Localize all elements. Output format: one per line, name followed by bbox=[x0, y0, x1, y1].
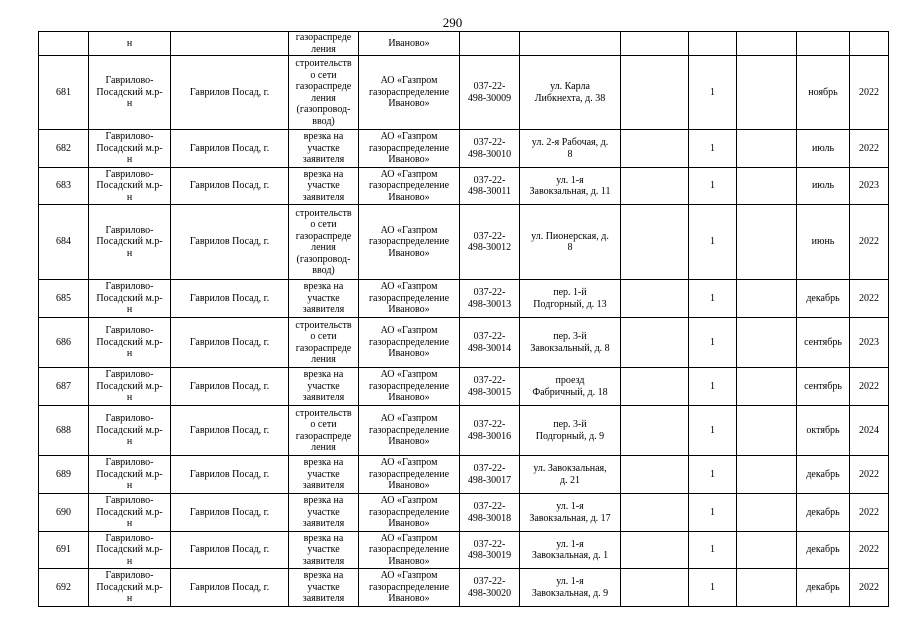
cell-address: ул. 1-я Завокзальная, д. 17 bbox=[520, 494, 621, 532]
cell-locality: Гаврилов Посад, г. bbox=[171, 56, 289, 130]
cell-org: Иваново» bbox=[359, 32, 460, 56]
cell-address: ул. 2-я Рабочая, д. 8 bbox=[520, 130, 621, 168]
cell-type: врезка на участке заявителя bbox=[289, 456, 359, 494]
cell-blank bbox=[621, 494, 689, 532]
cell-code: 037-22- 498-30010 bbox=[460, 130, 520, 168]
cell-code: 037-22- 498-30016 bbox=[460, 406, 520, 456]
cell-blank bbox=[737, 368, 797, 406]
cell-code bbox=[460, 32, 520, 56]
cell-code: 037-22- 498-30015 bbox=[460, 368, 520, 406]
cell-blank bbox=[621, 456, 689, 494]
cell-num: 685 bbox=[39, 280, 89, 318]
cell-code: 037-22- 498-30012 bbox=[460, 205, 520, 280]
cell-org: АО «Газпром газораспределение Иваново» bbox=[359, 168, 460, 205]
cell-code: 037-22- 498-30013 bbox=[460, 280, 520, 318]
cell-blank bbox=[737, 168, 797, 205]
cell-org: АО «Газпром газораспределение Иваново» bbox=[359, 569, 460, 607]
cell-count bbox=[689, 32, 737, 56]
cell-org: АО «Газпром газораспределение Иваново» bbox=[359, 532, 460, 569]
cell-num: 682 bbox=[39, 130, 89, 168]
cell-blank bbox=[621, 318, 689, 368]
cell-address: пер. 1-й Подгорный, д. 13 bbox=[520, 280, 621, 318]
cell-district: Гаврилово- Посадский м.р- н bbox=[89, 280, 171, 318]
table-row-continued bbox=[39, 32, 889, 56]
cell-type: врезка на участке заявителя bbox=[289, 532, 359, 569]
cell-code: 037-22- 498-30020 bbox=[460, 569, 520, 607]
cell-org: АО «Газпром газораспределение Иваново» bbox=[359, 368, 460, 406]
cell-org: АО «Газпром газораспределение Иваново» bbox=[359, 280, 460, 318]
cell-district: Гаврилово- Посадский м.р- н bbox=[89, 494, 171, 532]
cell-num: 688 bbox=[39, 406, 89, 456]
cell-org: АО «Газпром газораспределение Иваново» bbox=[359, 456, 460, 494]
cell-address: пер. 3-й Подгорный, д. 9 bbox=[520, 406, 621, 456]
cell-locality: Гаврилов Посад, г. bbox=[171, 532, 289, 569]
cell-year: 2022 bbox=[850, 368, 889, 406]
cell-year: 2022 bbox=[850, 494, 889, 532]
cell-district: Гаврилово- Посадский м.р- н bbox=[89, 130, 171, 168]
cell-count: 1 bbox=[689, 280, 737, 318]
cell-count: 1 bbox=[689, 494, 737, 532]
cell-district: Гаврилово- Посадский м.р- н bbox=[89, 318, 171, 368]
cell-org: АО «Газпром газораспределение Иваново» bbox=[359, 318, 460, 368]
cell-org: АО «Газпром газораспределение Иваново» bbox=[359, 406, 460, 456]
cell-address: ул. Карла Либкнехта, д. 38 bbox=[520, 56, 621, 130]
cell-year: 2023 bbox=[850, 318, 889, 368]
cell-month: ноябрь bbox=[797, 56, 850, 130]
cell-month: декабрь bbox=[797, 569, 850, 607]
cell-month: декабрь bbox=[797, 456, 850, 494]
gasification-table bbox=[38, 31, 889, 607]
cell-district: Гаврилово- Посадский м.р- н bbox=[89, 205, 171, 280]
cell-locality: Гаврилов Посад, г. bbox=[171, 406, 289, 456]
cell-month: июль bbox=[797, 130, 850, 168]
cell-address: ул. 1-я Завокзальная, д. 9 bbox=[520, 569, 621, 607]
cell-code: 037-22- 498-30018 bbox=[460, 494, 520, 532]
cell-district: Гаврилово- Посадский м.р- н bbox=[89, 406, 171, 456]
cell-district: Гаврилово- Посадский м.р- н bbox=[89, 368, 171, 406]
cell-code: 037-22- 498-30011 bbox=[460, 168, 520, 205]
cell-count: 1 bbox=[689, 56, 737, 130]
cell-num: 686 bbox=[39, 318, 89, 368]
table-row bbox=[39, 494, 889, 532]
cell-month: декабрь bbox=[797, 280, 850, 318]
cell-num: 683 bbox=[39, 168, 89, 205]
cell-address bbox=[520, 32, 621, 56]
cell-blank bbox=[621, 368, 689, 406]
table-row bbox=[39, 456, 889, 494]
cell-address: ул. 1-я Завокзальная, д. 1 bbox=[520, 532, 621, 569]
cell-locality: Гаврилов Посад, г. bbox=[171, 205, 289, 280]
cell-count: 1 bbox=[689, 456, 737, 494]
cell-type: врезка на участке заявителя bbox=[289, 569, 359, 607]
cell-locality: Гаврилов Посад, г. bbox=[171, 569, 289, 607]
cell-blank bbox=[737, 130, 797, 168]
cell-org: АО «Газпром газораспределение Иваново» bbox=[359, 494, 460, 532]
cell-type: строительств о сети газораспреде ления bbox=[289, 406, 359, 456]
table-row bbox=[39, 56, 889, 130]
cell-type: строительств о сети газораспреде ления (газопровод- ввод) bbox=[289, 56, 359, 130]
cell-month: сентябрь bbox=[797, 368, 850, 406]
cell-blank bbox=[621, 280, 689, 318]
cell-blank bbox=[621, 32, 689, 56]
cell-district: н bbox=[89, 32, 171, 56]
cell-type: врезка на участке заявителя bbox=[289, 168, 359, 205]
cell-year: 2022 bbox=[850, 205, 889, 280]
table-row bbox=[39, 569, 889, 607]
cell-blank bbox=[621, 406, 689, 456]
cell-blank bbox=[621, 569, 689, 607]
cell-code: 037-22- 498-30014 bbox=[460, 318, 520, 368]
cell-address: проезд Фабричный, д. 18 bbox=[520, 368, 621, 406]
table-row bbox=[39, 368, 889, 406]
cell-month: июль bbox=[797, 168, 850, 205]
cell-blank bbox=[737, 318, 797, 368]
cell-count: 1 bbox=[689, 318, 737, 368]
cell-address: ул. Пионерская, д. 8 bbox=[520, 205, 621, 280]
cell-locality: Гаврилов Посад, г. bbox=[171, 368, 289, 406]
cell-count: 1 bbox=[689, 205, 737, 280]
cell-blank bbox=[737, 569, 797, 607]
cell-blank bbox=[737, 56, 797, 130]
cell-year: 2022 bbox=[850, 130, 889, 168]
cell-month: сентябрь bbox=[797, 318, 850, 368]
cell-district: Гаврилово- Посадский м.р- н bbox=[89, 569, 171, 607]
cell-month bbox=[797, 32, 850, 56]
cell-code: 037-22- 498-30019 bbox=[460, 532, 520, 569]
cell-locality: Гаврилов Посад, г. bbox=[171, 456, 289, 494]
table-body bbox=[39, 32, 889, 607]
cell-year: 2024 bbox=[850, 406, 889, 456]
cell-num: 689 bbox=[39, 456, 89, 494]
cell-type: строительств о сети газораспреде ления (газопровод- ввод) bbox=[289, 205, 359, 280]
cell-month: июнь bbox=[797, 205, 850, 280]
cell-year: 2022 bbox=[850, 456, 889, 494]
cell-num: 681 bbox=[39, 56, 89, 130]
cell-address: ул. 1-я Завокзальная, д. 11 bbox=[520, 168, 621, 205]
cell-blank bbox=[621, 56, 689, 130]
cell-code: 037-22- 498-30009 bbox=[460, 56, 520, 130]
cell-blank bbox=[737, 532, 797, 569]
cell-org: АО «Газпром газораспределение Иваново» bbox=[359, 130, 460, 168]
cell-count: 1 bbox=[689, 532, 737, 569]
cell-locality: Гаврилов Посад, г. bbox=[171, 494, 289, 532]
cell-org: АО «Газпром газораспределение Иваново» bbox=[359, 56, 460, 130]
cell-locality bbox=[171, 32, 289, 56]
cell-num: 684 bbox=[39, 205, 89, 280]
cell-locality: Гаврилов Посад, г. bbox=[171, 280, 289, 318]
cell-count: 1 bbox=[689, 130, 737, 168]
cell-num: 687 bbox=[39, 368, 89, 406]
cell-blank bbox=[737, 406, 797, 456]
cell-district: Гаврилово- Посадский м.р- н bbox=[89, 168, 171, 205]
cell-count: 1 bbox=[689, 368, 737, 406]
cell-month: декабрь bbox=[797, 494, 850, 532]
page-number: 290 bbox=[442, 15, 463, 30]
cell-year: 2023 bbox=[850, 168, 889, 205]
cell-type: врезка на участке заявителя bbox=[289, 494, 359, 532]
table-row bbox=[39, 532, 889, 569]
cell-district: Гаврилово- Посадский м.р- н bbox=[89, 56, 171, 130]
cell-num: 690 bbox=[39, 494, 89, 532]
cell-locality: Гаврилов Посад, г. bbox=[171, 318, 289, 368]
cell-type: врезка на участке заявителя bbox=[289, 130, 359, 168]
cell-type: газораспреде ления bbox=[289, 32, 359, 56]
cell-district: Гаврилово- Посадский м.р- н bbox=[89, 532, 171, 569]
cell-year: 2022 bbox=[850, 56, 889, 130]
cell-type: строительств о сети газораспреде ления bbox=[289, 318, 359, 368]
cell-year: 2022 bbox=[850, 532, 889, 569]
cell-locality: Гаврилов Посад, г. bbox=[171, 168, 289, 205]
cell-month: декабрь bbox=[797, 532, 850, 569]
cell-address: пер. 3-й Завокзальный, д. 8 bbox=[520, 318, 621, 368]
cell-locality: Гаврилов Посад, г. bbox=[171, 130, 289, 168]
cell-count: 1 bbox=[689, 168, 737, 205]
cell-count: 1 bbox=[689, 406, 737, 456]
table-row bbox=[39, 168, 889, 205]
cell-district: Гаврилово- Посадский м.р- н bbox=[89, 456, 171, 494]
cell-org: АО «Газпром газораспределение Иваново» bbox=[359, 205, 460, 280]
cell-num: 691 bbox=[39, 532, 89, 569]
cell-count: 1 bbox=[689, 569, 737, 607]
table-row bbox=[39, 406, 889, 456]
cell-year: 2022 bbox=[850, 280, 889, 318]
table-row bbox=[39, 280, 889, 318]
cell-address: ул. Завокзальная, д. 21 bbox=[520, 456, 621, 494]
cell-blank bbox=[737, 494, 797, 532]
cell-type: врезка на участке заявителя bbox=[289, 280, 359, 318]
cell-year: 2022 bbox=[850, 569, 889, 607]
cell-blank bbox=[737, 205, 797, 280]
cell-blank bbox=[621, 130, 689, 168]
cell-num bbox=[39, 32, 89, 56]
cell-code: 037-22- 498-30017 bbox=[460, 456, 520, 494]
cell-blank bbox=[621, 532, 689, 569]
cell-num: 692 bbox=[39, 569, 89, 607]
cell-blank bbox=[737, 280, 797, 318]
table-row bbox=[39, 318, 889, 368]
cell-blank bbox=[737, 32, 797, 56]
table-row bbox=[39, 130, 889, 168]
cell-year bbox=[850, 32, 889, 56]
table-row bbox=[39, 205, 889, 280]
cell-blank bbox=[737, 456, 797, 494]
cell-type: врезка на участке заявителя bbox=[289, 368, 359, 406]
cell-blank bbox=[621, 168, 689, 205]
cell-month: октябрь bbox=[797, 406, 850, 456]
cell-blank bbox=[621, 205, 689, 280]
